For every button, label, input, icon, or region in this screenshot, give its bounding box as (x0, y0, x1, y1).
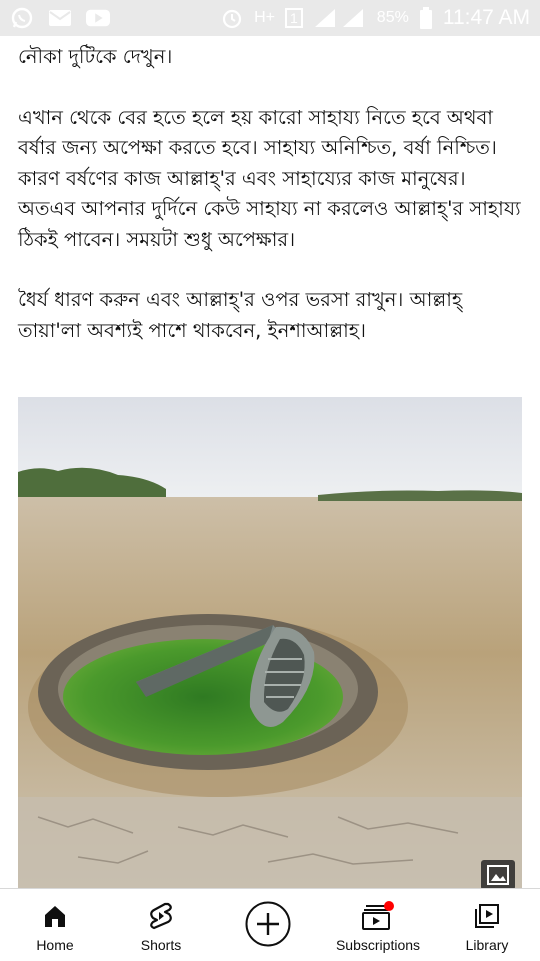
library-icon (473, 901, 501, 931)
network-type-label: H+ (254, 9, 275, 26)
battery-percent: 85% (376, 9, 409, 26)
home-icon (42, 901, 68, 931)
create-button[interactable] (245, 901, 291, 947)
clock-time: 11:47 AM (442, 6, 530, 29)
nav-shorts[interactable] (130, 889, 192, 961)
subscriptions-icon (362, 901, 394, 931)
status-bar (0, 0, 540, 36)
nav-label-home: Home (36, 937, 74, 953)
post-text (18, 42, 524, 346)
nav-home[interactable] (24, 889, 86, 961)
post-paragraph: এখান থেকে বের হতে হলে হয় কারো সাহায্য নিতে হবে অথবা বর্ষার জন্য অপেক্ষা করতে হবে। সাহায্য অনিশ্চিত, বর্ষা নিশ্চিত। কারণ বর্ষণের কাজ আল্লাহ্'র এবং সাহায্যের কাজ মানুষের। অতএব আপনার দুর্দিনে কেউ সাহায্য না করলেও আল্লাহ্'র সাহায্য ঠিকই পাবেন। সময়টা শুধু অপেক্ষার। (18, 105, 521, 251)
battery-icon (419, 7, 433, 29)
email-icon (48, 7, 72, 29)
sim-label: 1 (285, 8, 303, 28)
nav-label-subscriptions: Subscriptions (335, 937, 421, 953)
youtube-icon (86, 7, 110, 29)
create-plus-icon (245, 901, 291, 947)
notification-dot (384, 901, 394, 911)
nav-label-shorts: Shorts (140, 937, 182, 953)
post-paragraph: নৌকা দুটিকে দেখুন। (18, 45, 173, 68)
signal-icon (313, 7, 367, 29)
nav-library[interactable] (456, 889, 518, 961)
nav-subscriptions[interactable] (328, 889, 428, 961)
post-paragraph: ধৈর্য ধারণ করুন এবং আল্লাহ্'র ওপর ভরসা রাখুন। আল্লাহ্ তায়া'লা অবশ্যই পাশে থাকবেন, ইনশাআল্লাহ। (18, 288, 463, 342)
post-image[interactable] (18, 397, 522, 888)
shorts-icon (148, 901, 174, 931)
alarm-icon (220, 7, 244, 29)
whatsapp-icon (10, 7, 34, 29)
bottom-navigation (0, 888, 540, 960)
gallery-icon[interactable] (481, 860, 515, 890)
nav-label-library: Library (465, 937, 509, 953)
